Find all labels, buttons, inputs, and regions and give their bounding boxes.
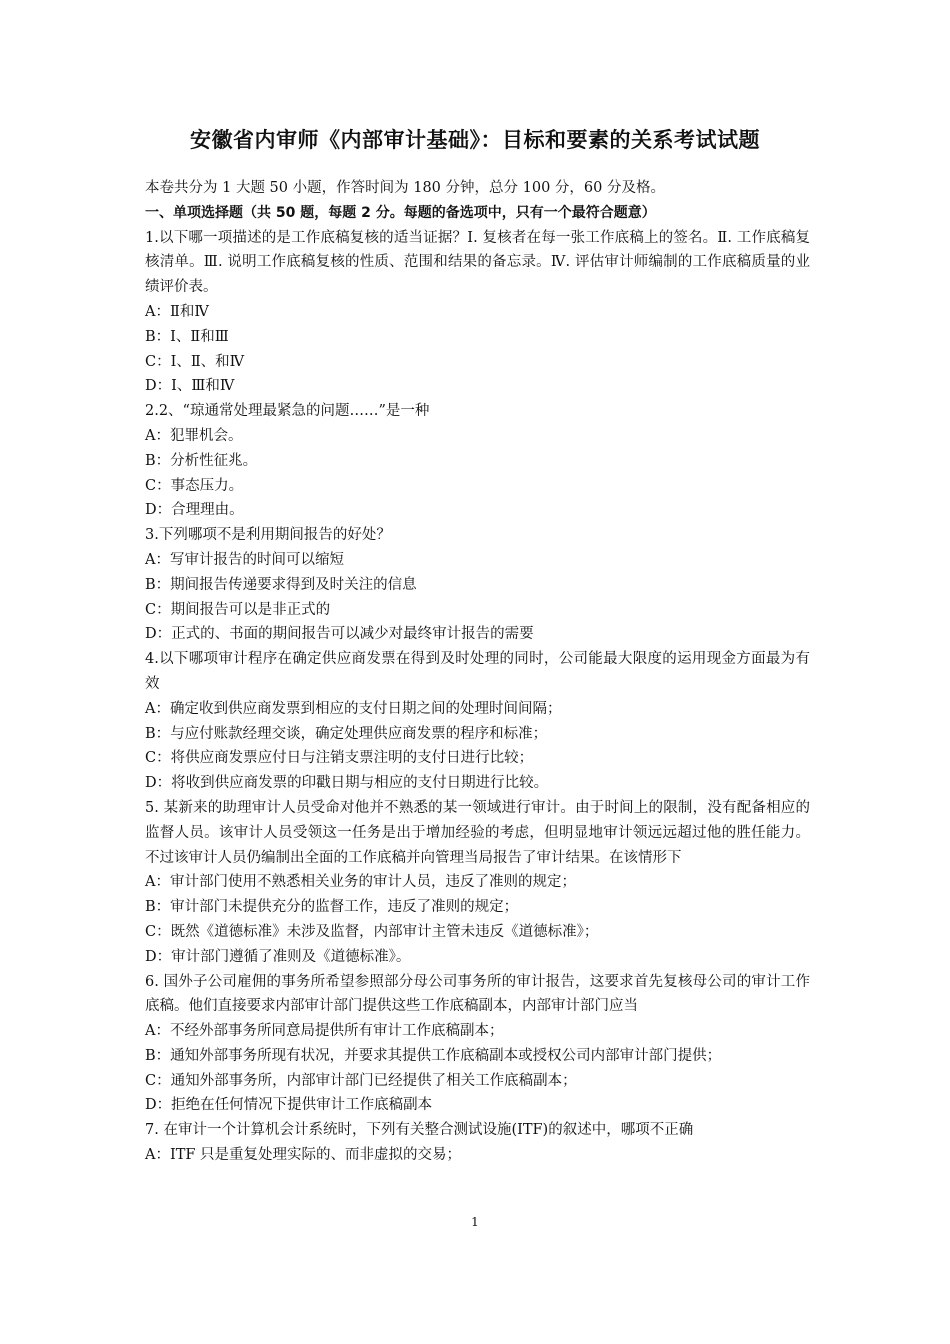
- option-c: C：将供应商发票应付日与注销支票注明的支付日进行比较；: [145, 750, 534, 767]
- question-stem: 5. 某新来的助理审计人员受命对他并不熟悉的某一领域进行审计。由于时间上的限制，没有配备相应的监督人员。该审计人员受领这一任务是出于增加经验的考虑，但明显地审计领远远超过他的胜任能力。不过该审计人员仍编制出全面的工作底稿并向管理当局报告了审计结果。在该情形下: [145, 799, 810, 866]
- question-6: [145, 970, 810, 1119]
- question-2: [145, 399, 810, 523]
- option-d: D：拒绝在任何情况下提供审计工作底稿副本: [145, 1097, 433, 1114]
- option-c: C：通知外部事务所，内部审计部门已经提供了相关工作底稿副本；: [145, 1072, 577, 1089]
- option-d: D：将收到供应商发票的印戳日期与相应的支付日期进行比较。: [145, 775, 549, 792]
- question-stem: 3.下列哪项不是利用期间报告的好处？: [145, 527, 391, 544]
- question-7: [145, 1118, 810, 1168]
- question-stem: 2.2、“琼通常处理最紧急的问题……”是一种: [145, 403, 430, 420]
- section-heading: 一、单项选择题（共 50 题，每题 2 分。每题的备选项中，只有一个最符合题意）: [145, 204, 656, 221]
- exam-intro: 本卷共分为 1 大题 50 小题，作答时间为 180 分钟，总分 100 分，60 分及格。: [145, 180, 665, 196]
- option-d: D：Ⅰ、Ⅲ和Ⅳ: [145, 378, 235, 395]
- option-d: D：合理理由。: [145, 502, 244, 519]
- option-a: A：不经外部事务所同意局提供所有审计工作底稿副本；: [145, 1023, 504, 1040]
- question-5: [145, 796, 810, 970]
- option-a: A：确定收到供应商发票到相应的支付日期之间的处理时间间隔；: [145, 700, 562, 717]
- question-stem: 1.以下哪一项描述的是工作底稿复核的适当证据？Ⅰ. 复核者在每一张工作底稿上的签名。Ⅱ. 工作底稿复核清单。Ⅲ. 说明工作底稿复核的性质、范围和结果的备忘录。Ⅳ. 评估审计师编制的工作底稿质量的业绩评价表。: [145, 229, 810, 296]
- question-4: [145, 647, 810, 796]
- option-b: B：期间报告传递要求得到及时关注的信息: [145, 576, 417, 593]
- document-title: 安徽省内审师《内部审计基础》：目标和要素的关系考试试题: [190, 128, 760, 152]
- option-a: A：Ⅱ和Ⅳ: [145, 303, 209, 320]
- option-a: A：ITF 只是重复处理实际的、而非虚拟的交易；: [145, 1147, 462, 1164]
- option-b: B：审计部门未提供充分的监督工作，违反了准则的规定；: [145, 899, 519, 916]
- question-stem: 4.以下哪项审计程序在确定供应商发票在得到及时处理的同时，公司能最大限度的运用现金方面最为有效: [145, 651, 810, 692]
- page-number: 1: [471, 1215, 479, 1229]
- question-stem: 7. 在审计一个计算机会计系统时，下列有关整合测试设施(ITF)的叙述中，哪项不正确: [145, 1122, 694, 1139]
- option-c: C：期间报告可以是非正式的: [145, 601, 331, 618]
- option-b: B：分析性征兆。: [145, 452, 258, 469]
- option-a: A：审计部门使用不熟悉相关业务的审计人员，违反了准则的规定；: [145, 874, 576, 891]
- question-stem: 6. 国外子公司雇佣的事务所希望参照部分母公司事务所的审计报告，这要求首先复核母公司的审计工作底稿。他们直接要求内部审计部门提供这些工作底稿副本，内部审计部门应当: [145, 973, 810, 1015]
- option-b: B：与应付账款经理交谈，确定处理供应商发票的程序和标准；: [145, 725, 548, 742]
- option-a: A：犯罪机会。: [145, 427, 243, 444]
- option-d: D：审计部门遵循了准则及《道德标准》。: [145, 948, 411, 965]
- option-c: C：Ⅰ、Ⅱ、和Ⅳ: [145, 353, 245, 370]
- option-b: B：Ⅰ、Ⅱ和Ⅲ: [145, 328, 229, 345]
- option-b: B：通知外部事务所现有状况，并要求其提供工作底稿副本或授权公司内部审计部门提供；: [145, 1047, 722, 1064]
- option-d: D：正式的、书面的期间报告可以减少对最终审计报告的需要: [145, 626, 534, 643]
- option-c: C：事态压力。: [145, 477, 244, 494]
- document-body: [145, 176, 810, 1168]
- option-a: A：写审计报告的时间可以缩短: [145, 551, 344, 568]
- question-1: [145, 226, 810, 400]
- option-c: C：既然《道德标准》未涉及监督，内部审计主管未违反《道德标准》；: [145, 923, 599, 940]
- question-3: [145, 523, 810, 647]
